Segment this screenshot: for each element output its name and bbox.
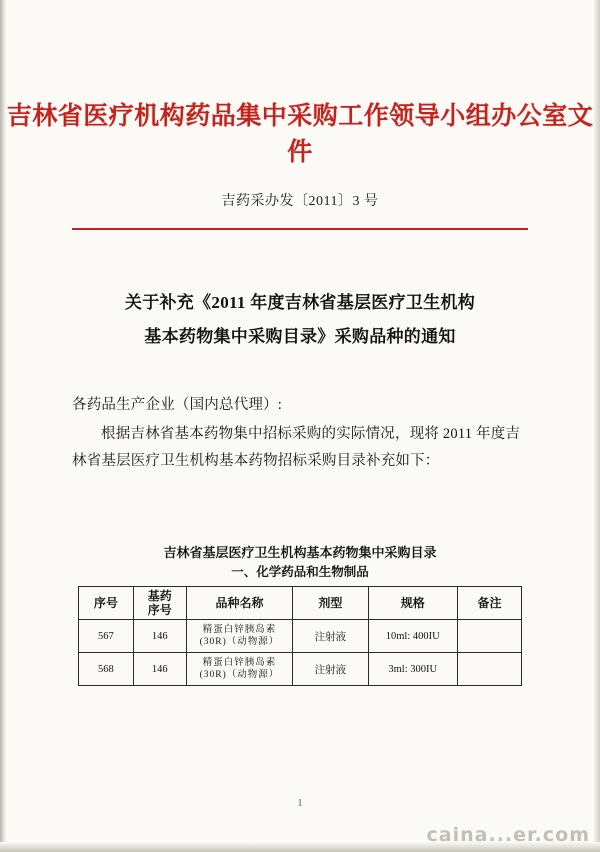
document-number: 吉药采办发〔2011〕3 号 (221, 194, 379, 209)
column-header-dosage-form: 剂型 (293, 587, 368, 620)
cell-remark (457, 620, 521, 653)
table-row (79, 620, 522, 653)
document-body (72, 392, 532, 477)
column-header-product-name: 品种名称 (186, 587, 292, 620)
cell-product-name (186, 620, 292, 653)
column-header-specification: 规格 (368, 587, 457, 620)
table-title: 吉林省基层医疗卫生机构基本药物集中采购目录 (163, 545, 437, 560)
drug-catalog-table (78, 586, 522, 686)
watermark: caina...er.com (426, 824, 590, 846)
body-paragraph-1: 根据吉林省基本药物集中招标采购的实际情况，现将 2011 年度吉林省基层医疗卫生机构基本药物招标采购目录补充如下： (72, 426, 521, 469)
cell-base-serial: 146 (133, 620, 186, 653)
cell-serial: 568 (79, 653, 134, 686)
column-header-base-serial (133, 587, 186, 620)
column-header-serial: 序号 (79, 587, 134, 620)
column-header-base-serial-line-1: 基药 (147, 589, 172, 603)
document-title (60, 286, 540, 354)
cell-product-name-line-1: 精蛋白锌胰岛素 (202, 625, 277, 635)
cell-product-name-line-2: (30R)（动物源） (199, 637, 280, 647)
cell-product-name-line-2: (30R)（动物源） (199, 670, 280, 680)
table-row (79, 653, 522, 686)
cell-product-name (186, 653, 292, 686)
salutation: 各药品生产企业（国内总代理）: (72, 397, 283, 413)
table-subtitle: 一、化学药品和生物制品 (231, 565, 369, 579)
document-header-title: 吉林省医疗机构药品集中采购工作领导小组办公室文件 (6, 101, 594, 166)
cell-dosage-form: 注射液 (293, 653, 368, 686)
cell-specification: 3ml: 300IU (368, 653, 457, 686)
cell-dosage-form: 注射液 (293, 620, 368, 653)
document-title-line-2: 基本药物集中采购目录》采购品种的通知 (144, 327, 456, 346)
cell-product-name-line-1: 精蛋白锌胰岛素 (202, 658, 277, 668)
table-header-row (79, 587, 522, 620)
cell-serial: 567 (79, 620, 134, 653)
column-header-base-serial-line-2: 序号 (147, 603, 172, 617)
page-number: 1 (297, 798, 303, 809)
column-header-remark: 备注 (457, 587, 521, 620)
red-divider-rule (72, 228, 528, 230)
cell-remark (457, 653, 521, 686)
document-title-line-1: 关于补充《2011 年度吉林省基层医疗卫生机构 (124, 293, 476, 312)
cell-base-serial: 146 (133, 653, 186, 686)
cell-specification: 10ml: 400IU (368, 620, 457, 653)
